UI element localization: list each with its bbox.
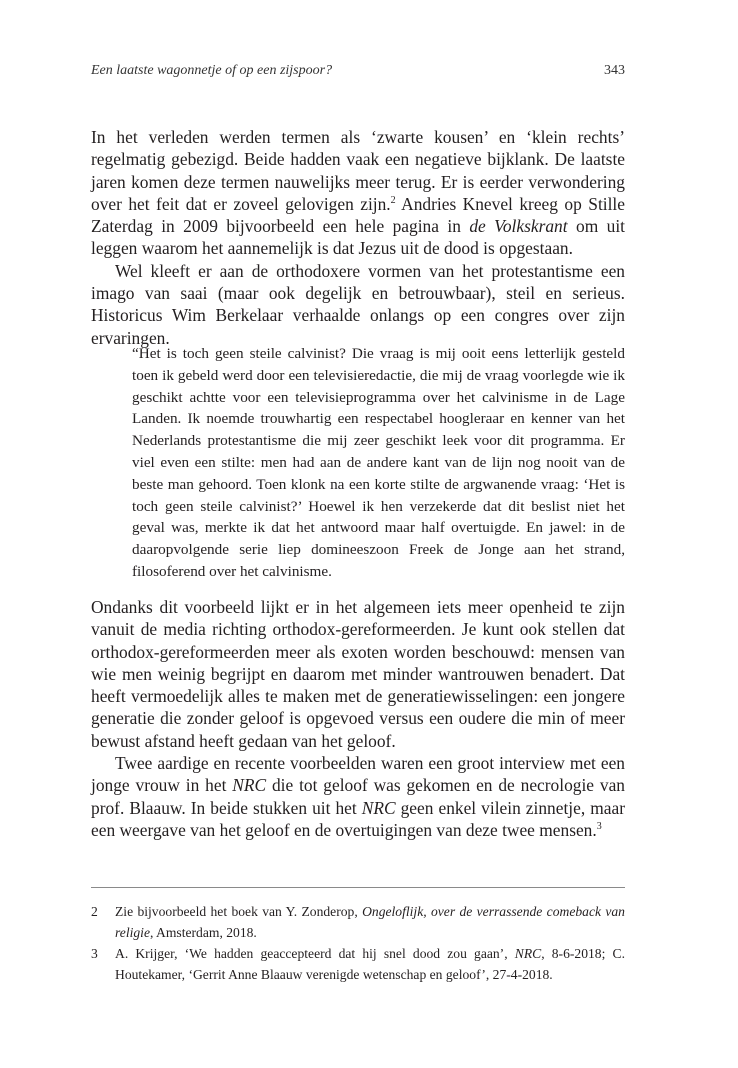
- paragraph-4: [91, 752, 625, 841]
- footnote-emphasis: NRC: [514, 946, 542, 961]
- body-text-top: [91, 126, 625, 349]
- footnote-divider: [91, 887, 625, 888]
- running-header: [91, 63, 625, 83]
- footnote-2: [91, 902, 625, 943]
- footnote-text-b: , Amsterdam, 2018.: [149, 924, 257, 940]
- paragraph-3: Ondanks dit voorbeeld lijkt er in het algemeen iets meer openheid te zijn vanuit de media richting orthodox-gereformeerden. Je kunt ook stellen dat orthodox-gereformeerden meer als exoten worden beschouwd: mensen van wie men weinig begrijpt en daarom met minder wantrouwen benadert. Dat heeft vermoedelijk alles te maken met de generatiewisselingen: een jongere generatie die zonder geloof is opgevoed versus een oudere die min of meer bewust afstand heeft gedaan van het geloof.: [91, 597, 625, 751]
- footnote-ref-3[interactable]: 3: [596, 821, 602, 833]
- paragraph-4-emphasis-a: NRC: [232, 775, 267, 796]
- footnote-ref-2[interactable]: 2: [390, 195, 396, 207]
- paragraph-1-text-c: om uit leggen waarom het aannemelijk is dat Jezus uit de dood is opgestaan.: [91, 216, 625, 259]
- footnote-number: 3: [91, 946, 98, 961]
- body-text-bottom: [91, 596, 625, 841]
- paragraph-4-text-c: geen enkel vilein zinnetje, maar een weergave van het geloof en de overtuigingen van deze twee mensen.: [91, 797, 625, 840]
- paragraph-1-text-a: In het verleden werden termen als ‘zwarte kousen’ en ‘klein rechts’ regelmatig gebezigd. Beide hadden vaak een negatieve bijklank. De laatste jaren komen deze termen nauwelijks meer terug. Er is eerder verwondering over het feit dat er zoveel gelovigen zijn.: [91, 127, 625, 214]
- running-title: Een laatste wagonnetje of op een zijspoor?: [91, 63, 333, 78]
- paragraph-4-text-a: Twee aardige en recente voorbeelden waren een groot interview met een jonge vrouw in het: [91, 753, 625, 796]
- page-number: 343: [604, 63, 625, 78]
- footnote-text-a: A. Krijger, ‘We hadden geaccepteerd dat hij snel dood zou gaan’,: [115, 946, 515, 961]
- footnote-number: 2: [91, 904, 98, 919]
- footnote-emphasis: Ongeloflijk, over de verrassende comeback van religie: [115, 904, 625, 940]
- paragraph-4-text-b: die tot geloof was gekomen en de necrologie van prof. Blaauw. In beide stukken uit het: [91, 775, 625, 818]
- paragraph-1-emphasis: de Volkskrant: [469, 216, 568, 237]
- footnote-text-b: , 8-6-2018; C. Houtekamer, ‘Gerrit Anne Blaauw verenigde wetenschap en geloof’, 27-4-2018.: [115, 946, 625, 982]
- paragraph-1: [91, 126, 625, 260]
- paragraph-4-emphasis-b: NRC: [361, 797, 396, 818]
- block-quote: “Het is toch geen steile calvinist? Die vraag is mij ooit eens letterlijk gesteld toen ik gebeld werd door een televisieredactie, die mij de vraag voorlegde wie ik geschikt achtte voor een televisieprogramma over het calvinisme in de Lage Landen. Ik noemde trouwhartig een respectabel hoogleraar en kenner van het Nederlands protestantisme die mij zeer geschikt leek voor dit programma. Er viel even een stilte: men had aan de andere kant van de lijn nog nooit van de beste man gehoord. Toen klonk na een korte stilte de argwanende vraag: ‘Het is toch geen steile calvinist?’ Hoewel ik hen verzekerde dat dit beslist niet het geval was, merkte ik dat het antwoord maar half overtuigde. En jawel: in de daaropvolgende serie liep domineeszoon Freek de Jonge aan het strand, filosoferend over het calvinisme.: [132, 345, 625, 580]
- footnote-3: [91, 944, 625, 985]
- footnotes: [91, 902, 625, 986]
- paragraph-2: Wel kleeft er aan de orthodoxere vormen van het protestantisme een imago van saai (maar ook degelijk en betrouwbaar), steil en serieus. Historicus Wim Berkelaar verhaalde onlangs op een congres over zijn ervaringen.: [91, 260, 625, 348]
- paragraph-1-text-b: Andries Knevel kreeg op Stille Zaterdag in 2009 bijvoorbeeld een hele pagina in: [91, 193, 625, 237]
- footnote-text-a: Zie bijvoorbeeld het boek van Y. Zonderop,: [115, 904, 363, 919]
